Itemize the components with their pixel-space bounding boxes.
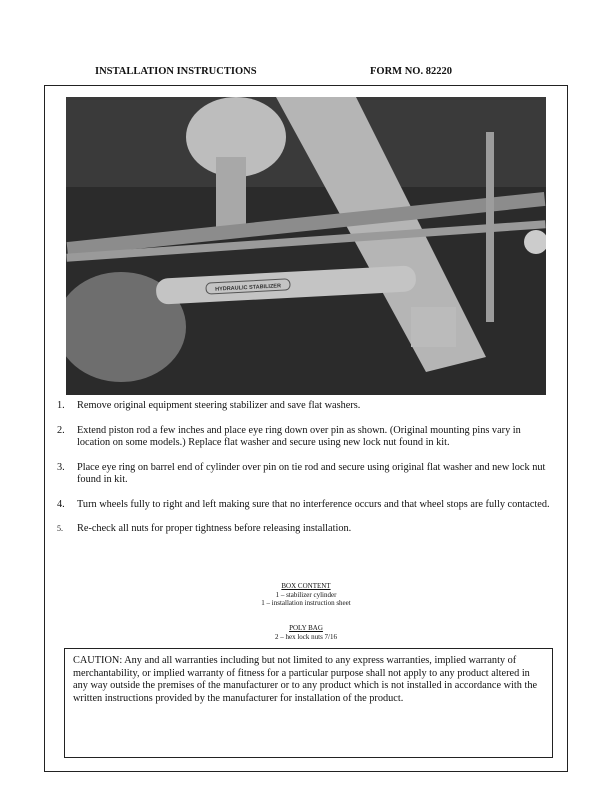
step-item — [52, 462, 552, 487]
step-number: 4. — [57, 498, 65, 510]
step-text: Re-check all nuts for proper tightness before releasing installation. — [77, 523, 352, 534]
step-text: Turn wheels fully to right and left making sure that no interference occurs and that wheel stops are fully contacted. — [77, 498, 550, 510]
caution-notice: CAUTION: Any and all warranties including but not limited to any express warranties, implied warranty of merchantability, or implied warranty of fitness for a particular purpose shall not apply to any product altered in any way outside the premises of the manufacturer or to any product which is not installed in accordance with the written instructions provided by the manufacturer for installation of the product. — [64, 648, 553, 758]
step-item — [52, 499, 552, 512]
step-item — [52, 425, 552, 450]
poly-bag-title: POLY BAG — [289, 624, 323, 632]
step-text: Place eye ring on barrel end of cylinder over pin on tie rod and secure using original flat washer and new lock nut found in kit. — [77, 461, 546, 485]
poly-bag-item: 2 – hex lock nuts 7/16 — [274, 632, 338, 641]
box-content-item: 1 – installation instruction sheet — [261, 599, 351, 607]
step-text: Extend piston rod a few inches and place eye ring down over pin as shown. (Original mounting pins vary in location on some models.) Replace flat washer and secure using new lock nut found in kit. — [77, 424, 521, 448]
step-number: 5. — [57, 524, 63, 533]
box-content-item: 1 – stabilizer cylinder — [275, 590, 337, 599]
poly-bag-section — [0, 624, 612, 641]
instruction-steps — [52, 400, 552, 548]
document-title: INSTALLATION INSTRUCTIONS — [95, 66, 257, 77]
step-item — [52, 523, 552, 536]
step-item — [52, 400, 552, 413]
box-content-section — [0, 582, 612, 608]
box-content-title: BOX CONTENT — [281, 582, 331, 590]
cylinder-label: HYDRAULIC STABILIZER — [215, 283, 282, 293]
step-number: 3. — [57, 461, 65, 473]
step-text: Remove original equipment steering stabilizer and save flat washers. — [77, 400, 361, 411]
step-number: 2. — [57, 424, 65, 436]
installation-photo — [66, 97, 546, 395]
step-number: 1. — [57, 400, 65, 411]
form-number: FORM NO. 82220 — [370, 66, 452, 77]
